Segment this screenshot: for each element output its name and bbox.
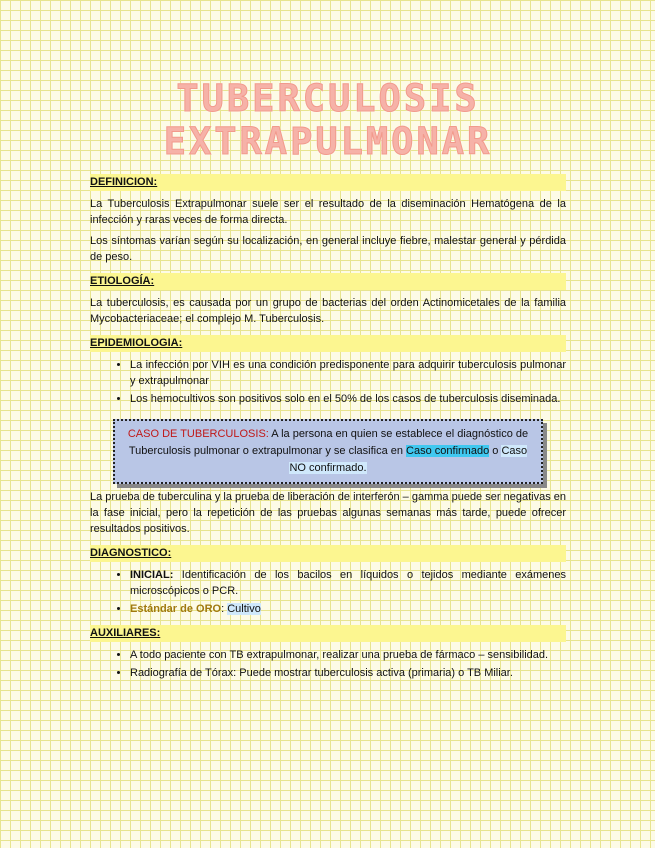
epidemiologia-heading: EPIDEMIOLOGIA: — [90, 335, 566, 352]
caso-no-confirmado: Caso NO confirmado. — [289, 445, 528, 474]
list-item: • Radiografía de Tórax: Puede mostrar tuberculosis activa (primaria) o TB Miliar. — [130, 665, 566, 681]
epidemiologia-list — [90, 357, 566, 407]
cultivo-value: Cultivo — [227, 603, 261, 615]
etiologia-paragraph: La tuberculosis, es causada por un grupo de bacterias del orden Actinomicetales de la familia Mycobacteriaceae; el complejo M. Tuberculosis. — [90, 297, 566, 325]
document-page — [90, 77, 566, 681]
caso-label: CASO DE TUBERCULOSIS: — [127, 428, 269, 440]
title-line-1: TUBERCULOSIS — [176, 77, 480, 120]
title-line-2: EXTRAPULMONAR — [163, 120, 493, 163]
estandar-colon: : — [221, 603, 228, 615]
estandar-oro-label: Estándar de ORO — [130, 603, 222, 615]
caso-text: A la persona en quien se establece el diagnóstico de Tuberculosis pulmonar o extrapulmonar y se clasifica en — [128, 428, 529, 457]
diagnostico-heading: DIAGNOSTICO: — [90, 545, 566, 562]
diagnostico-list — [90, 567, 566, 617]
auxiliares-heading: AUXILIARES: — [90, 625, 566, 642]
list-item: • La infección por VIH es una condición predisponente para adquirir tuberculosis pulmonar y extrapulmonar — [130, 357, 566, 389]
auxiliares-list — [90, 647, 566, 681]
etiologia-heading: ETIOLOGÍA: — [90, 273, 566, 290]
caso-o: o — [489, 445, 502, 457]
list-item: • Los hemocultivos son positivos solo en el 50% de los casos de tuberculosis diseminada. — [130, 391, 566, 407]
inicial-label: INICIAL: — [130, 569, 174, 581]
list-item — [130, 567, 566, 599]
prueba-paragraph: La prueba de tuberculina y la prueba de liberación de interferón – gamma puede ser negativas en la fase inicial, pero la repetición de las pruebas algunas semanas más tarde, puede ofrecer resultados positivos. — [90, 491, 566, 535]
list-item — [130, 601, 566, 617]
caso-tuberculosis-box — [113, 419, 543, 484]
inicial-text: Identificación de los bacilos en líquidos o tejidos mediante exámenes microscópicos o PCR. — [130, 569, 566, 597]
definicion-heading: DEFINICION: — [90, 174, 566, 191]
definicion-paragraph-2: Los síntomas varían según su localización, en general incluye fiebre, malestar general y pérdida de peso. — [90, 235, 566, 263]
caso-confirmado: Caso confirmado — [406, 445, 490, 457]
definicion-paragraph-1: La Tuberculosis Extrapulmonar suele ser el resultado de la diseminación Hematógena de la infección y raras veces de forma directa. — [90, 198, 566, 226]
list-item: • A todo paciente con TB extrapulmonar, realizar una prueba de fármaco – sensibilidad. — [130, 647, 566, 663]
